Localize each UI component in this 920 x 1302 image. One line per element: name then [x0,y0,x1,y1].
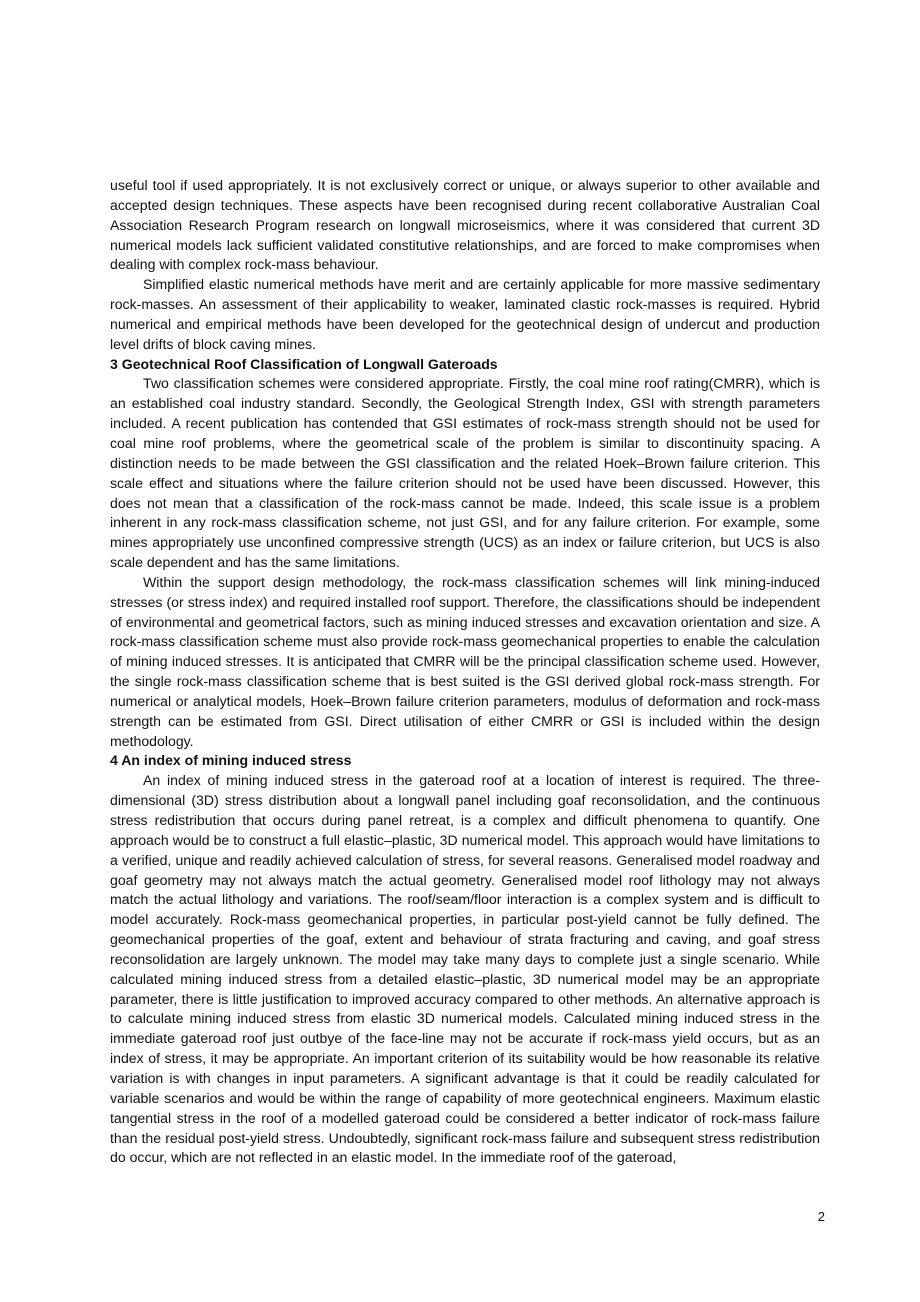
paragraph-continuation: useful tool if used appropriately. It is not exclusively correct or unique, or always superior to other available and accepted design techniques. These aspects have been recognised during recent collaborative Australian Coal Association Research Program research on longwall microseismics, where it was considered that current 3D numerical models lack sufficient validated constitutive relationships, and are forced to make compromises when dealing with complex rock-mass behaviour. [110,177,820,273]
section-4-heading: 4 An index of mining induced stress [110,752,352,769]
section-3-heading: 3 Geotechnical Roof Classification of Longwall Gateroads [110,355,498,372]
page-number: 2 [817,1209,825,1224]
section-4-paragraph-1: An index of mining induced stress in the gateroad roof at a location of interest is required. The three-dimensional (3D) stress distribution about a longwall panel including goaf reconsolidation, and the continuous stress redistribution that occurs during panel retreat, is a complex and difficult phenomena to quantify. One approach would be to construct a full elastic–plastic, 3D numerical model. This approach would have limitations to a verified, unique and readily achieved calculation of stress, for several reasons. Generalised model roadway and goaf geometry may not always match the actual geometry. Generalised model roof lithology may not always match the actual lithology and variations. The roof/seam/floor interaction is a complex system and is difficult to model accurately. Rock-mass geomechanical properties, in particular post-yield cannot be fully defined. The geomechanical properties of the goaf, extent and behaviour of strata fracturing and caving, and goaf stress reconsolidation are largely unknown. The model may take many days to complete just a single scenario. While calculated mining induced stress from a detailed elastic–plastic, 3D numerical model may be an appropriate parameter, there is little justification to improved accuracy compared to other methods. An alternative approach is to calculate mining induced stress from elastic 3D numerical models. Calculated mining induced stress in the immediate gateroad roof just outbye of the face-line may not be accurate if rock-mass yield occurs, but as an index of stress, it may be appropriate. An important criterion of its suitability would be how reasonable its relative variation is with changes in input parameters. A significant advantage is that it could be readily calculated for variable scenarios and would be within the range of capability of more geotechnical engineers. Maximum elastic tangential stress in the roof of a modelled gateroad could be considered a better indicator of rock-mass failure than the residual post-yield stress. Undoubtedly, significant rock-mass failure and subsequent stress redistribution do occur, which are not reflected in an elastic model. In the immediate roof of the gateroad, [110,772,820,1166]
section-3-paragraph-1: Two classification schemes were considered appropriate. Firstly, the coal mine roof rating(CMRR), which is an established coal industry standard. Secondly, the Geological Strength Index, GSI with strength parameters included. A recent publication has contended that GSI estimates of rock-mass strength should not be used for coal mine roof problems, where the geometrical scale of the problem is similar to discontinuity spacing. A distinction needs to be made between the GSI classification and the related Hoek–Brown failure criterion. This scale effect and situations where the failure criterion should not be used have been discussed. However, this does not mean that a classification of the rock-mass cannot be made. Indeed, this scale issue is a problem inherent in any rock-mass classification scheme, not just GSI, and for any failure criterion. For example, some mines appropriately use unconfined compressive strength (UCS) as an index or failure criterion, but UCS is also scale dependent and has the same limitations. [110,375,820,571]
paragraph-simplified-methods: Simplified elastic numerical methods have merit and are certainly applicable for more massive sedimentary rock-masses. An assessment of their applicability to weaker, laminated clastic rock-masses is required. Hybrid numerical and empirical methods have been developed for the geotechnical design of undercut and production level drifts of block caving mines. [110,276,820,352]
page-body [110,176,820,1168]
section-3-paragraph-2: Within the support design methodology, the rock-mass classification schemes will link mining-induced stresses (or stress index) and required installed roof support. Therefore, the classifications should be independent of environmental and geometrical factors, such as mining induced stresses and excavation orientation and size. A rock-mass classification scheme must also provide rock-mass geomechanical properties to enable the calculation of mining induced stresses. It is anticipated that CMRR will be the principal classification scheme used. However, the single rock-mass classification scheme that is best suited is the GSI derived global rock-mass strength. For numerical or analytical models, Hoek–Brown failure criterion parameters, modulus of deformation and rock-mass strength can be estimated from GSI. Direct utilisation of either CMRR or GSI is included within the design methodology. [110,573,820,749]
